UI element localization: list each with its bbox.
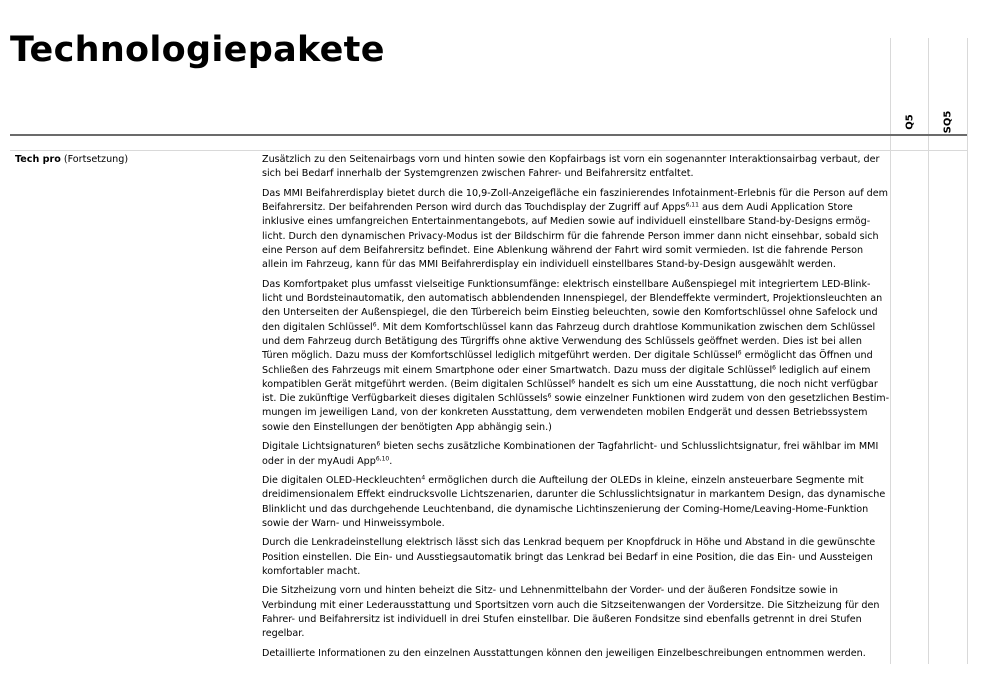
description-paragraph bbox=[262, 584, 882, 641]
page-title: Technologiepakete bbox=[10, 30, 385, 70]
text-line bbox=[262, 421, 882, 435]
text-line bbox=[262, 167, 882, 181]
text-line bbox=[262, 244, 882, 258]
text-line bbox=[262, 392, 890, 406]
header-rule bbox=[10, 134, 967, 136]
text-run: licht. Durch den dynamischen Privacy-Modus ist der Bildschirm für die fahrende Person immer dann nicht einsehbar, sobald sich bbox=[262, 230, 879, 242]
text-run: Verbindung mit einer Lederausstattung und Sportsitzen vorn auch die Sitzseitenwangen der Vordersitze. Die Sitzheizung für den bbox=[262, 599, 880, 611]
text-run: sowie den Einstellungen der benötigten App abhängig sein.) bbox=[262, 421, 552, 433]
text-run: dreidimensionalem Effekt eindrucksvolle Lichtszenarien, darunter die Schlusslichtsignatur in markantem Design, das dynamische bbox=[262, 489, 886, 501]
text-run: lediglich auf einem bbox=[775, 364, 871, 376]
footnote-ref: 6,11 bbox=[685, 201, 699, 209]
row-label bbox=[15, 153, 128, 167]
text-line bbox=[262, 474, 882, 488]
text-run: eine Person auf dem Beifahrersitz befindet. Eine Ablenkung während der Fahrt wird somit vermieden. Ist die fahrende Person bbox=[262, 244, 864, 256]
text-run: ermöglicht das Öffnen und bbox=[741, 350, 873, 362]
column-header-q5 bbox=[903, 108, 917, 136]
text-line bbox=[262, 378, 882, 392]
description-paragraph bbox=[262, 187, 889, 273]
text-run: komfortabler macht. bbox=[262, 565, 361, 577]
text-run: sowie der Warn- und Hinweissymbole. bbox=[262, 517, 445, 529]
text-line bbox=[262, 440, 882, 454]
text-line bbox=[262, 153, 882, 167]
text-run: Detaillierte Informationen zu den einzelnen Ausstattungen können den jeweiligen Einzelbeschreibungen entnommen werden. bbox=[262, 647, 866, 659]
text-line bbox=[262, 215, 882, 229]
text-line bbox=[262, 406, 882, 420]
footnote-ref: 6 bbox=[571, 378, 576, 386]
footnote-ref: 4 bbox=[421, 474, 426, 482]
text-run: Das MMI Beifahrerdisplay bietet durch die 10,9-Zoll-Anzeigefläche ein faszinierendes Infotainment-Erlebnis für die Person auf dem bbox=[262, 187, 889, 199]
text-line bbox=[262, 613, 882, 627]
text-run: den digitalen Schlüssel bbox=[262, 321, 373, 333]
text-run: mungen im jeweiligen Land, von der konkreten Ausstattung, dem verwendeten mobilen Endgerät und dessen Betriebssystem bbox=[262, 407, 868, 419]
text-line bbox=[262, 321, 882, 335]
column-header-sq5-label: SQ5 bbox=[942, 110, 954, 134]
row-label-suffix: (Fortsetzung) bbox=[60, 154, 129, 165]
footnote-ref: 6 bbox=[376, 440, 381, 448]
text-line bbox=[262, 335, 882, 349]
text-run: Beifahrersitz. Der beifahrenden Person wird durch das Touchdisplay der Zugriff auf Apps bbox=[262, 202, 686, 214]
text-run: inklusive eines umfangreichen Entertainmentangebots, auf Medien sowie auf individuell einstellbare Stand-by-Designs ermög- bbox=[262, 216, 871, 228]
column-divider-right bbox=[967, 38, 968, 664]
footnote-ref: 6,10 bbox=[375, 455, 390, 462]
text-line bbox=[262, 258, 882, 272]
text-line bbox=[262, 349, 882, 363]
text-run: Das Komfortpaket plus umfasst vielseitige Funktionsumfänge: elektrisch einstellbare Außenspiegel mit integriertem LED-Blink- bbox=[262, 278, 871, 290]
text-run: Position einstellen. Die Ein- und Ausstiegsautomatik bringt das Lenkrad bei Bedarf in eine Position, die das Ein- und Aussteigen bbox=[262, 551, 873, 563]
text-run: oder in der myAudi App bbox=[262, 455, 376, 467]
text-line bbox=[262, 364, 882, 378]
text-run: sowie einzelner Funktionen wird zudem von den gesetzlichen Bestim- bbox=[551, 393, 890, 405]
text-line bbox=[262, 503, 882, 517]
column-header-q5-label: Q5 bbox=[904, 114, 916, 130]
text-run: Schließen des Fahrzeugs mit einem Smartphone oder einer Smartwatch. Dazu muss der digitale Schlüssel bbox=[262, 364, 773, 376]
text-run: ist. Die zukünftige Verfügbarkeit dieses digitalen Schlüssels bbox=[262, 393, 548, 405]
text-run: . Mit dem Komfortschlüssel kann das Fahrzeug durch drahtlose Kommunikation zwischen dem Schlüssel bbox=[376, 321, 876, 333]
text-run: und dem Fahrzeug durch Betätigung des Türgriffs ohne aktive Verwendung des Schlüssels geöffnet werden. Dies ist bei allen bbox=[262, 335, 862, 347]
text-line bbox=[262, 627, 882, 641]
text-line bbox=[262, 292, 882, 306]
text-run: handelt es sich um eine Ausstattung, die noch nicht verfügbar bbox=[575, 378, 878, 390]
column-divider-q5 bbox=[890, 38, 891, 664]
text-run: allein im Fahrzeug, kann für das MMI Beifahrerdisplay ein individuell einstellbares Stand-by-Design ausgewählt werden. bbox=[262, 259, 836, 271]
footnote-ref: 6 bbox=[772, 364, 776, 372]
footnote-ref: 6 bbox=[372, 321, 377, 329]
text-run: Digitale Lichtsignaturen bbox=[262, 441, 377, 453]
text-line bbox=[262, 647, 882, 661]
text-run: ermöglichen durch die Aufteilung der OLEDs in kleine, einzeln ansteuerbare Segmente mit bbox=[425, 474, 864, 486]
text-line bbox=[262, 230, 882, 244]
text-run: den Unterseiten der Außenspiegel, die den Türbereich beim Einstieg beleuchten, sowie den Komfortschlüssel ohne Safelock und bbox=[262, 307, 878, 319]
text-run: bieten sechs zusätzliche Kombinationen der Tagfahrlicht- und Schlusslichtsignatur, frei wählbar im MMI bbox=[380, 441, 879, 453]
description-paragraph bbox=[262, 474, 886, 531]
footnote-ref: 6 bbox=[547, 392, 552, 400]
text-line bbox=[262, 536, 882, 550]
text-line bbox=[262, 565, 882, 579]
text-run: Die Sitzheizung vorn und hinten beheizt die Sitz- und Lehnenmittelbahn der Vorder- und der äußeren Fondsitze sowie in bbox=[262, 585, 838, 597]
text-line bbox=[262, 306, 882, 320]
row-rule bbox=[10, 150, 967, 151]
text-run: Zusätzlich zu den Seitenairbags vorn und hinten sowie den Kopfairbags ist vorn ein sogenannter Interaktionsairbag verbaut, der bbox=[262, 154, 880, 165]
text-line bbox=[262, 488, 886, 502]
text-run: kompatiblen Gerät mitgeführt werden. (Beim digitalen Schlüssel bbox=[262, 378, 572, 390]
text-line bbox=[262, 551, 882, 565]
description-paragraph bbox=[262, 647, 882, 661]
text-run: Türen möglich. Dazu muss der Komfortschlüssel lediglich mitgeführt werden. Der digitale Schlüssel bbox=[262, 350, 738, 362]
column-header-sq5 bbox=[941, 108, 955, 136]
text-line bbox=[262, 455, 882, 469]
description-paragraph bbox=[262, 440, 882, 469]
text-run: regelbar. bbox=[262, 628, 305, 640]
text-run: . bbox=[389, 455, 393, 467]
description-paragraph bbox=[262, 153, 882, 182]
text-line bbox=[262, 187, 889, 201]
footnote-ref: 6 bbox=[737, 349, 742, 357]
column-divider-sq5 bbox=[928, 38, 929, 664]
text-line bbox=[262, 599, 882, 613]
text-run: licht und Bordsteinautomatik, den automatisch abblendenden Innenspiegel, der Blendeffekte vermindert, Projektionsleuchten an bbox=[262, 293, 883, 305]
description-body bbox=[262, 153, 890, 666]
text-run: sich bei Bedarf innerhalb der Systemgrenzen zwischen Fahrer- und Beifahrersitz entfaltet. bbox=[262, 168, 694, 180]
text-run: aus dem Audi Application Store bbox=[698, 202, 853, 214]
text-run: Fahrer- und Beifahrersitz ist individuell in drei Stufen einstellbar. Die äußeren Fondsitze sind ebenfalls getrennt in drei Stufen bbox=[262, 614, 862, 626]
row-label-bold: Tech pro bbox=[15, 154, 61, 165]
description-paragraph bbox=[262, 536, 882, 579]
text-line bbox=[262, 278, 882, 292]
text-run: Die digitalen OLED-Heckleuchten bbox=[262, 474, 422, 486]
description-paragraph bbox=[262, 278, 890, 435]
text-run: Durch die Lenkradeinstellung elektrisch lässt sich das Lenkrad bequem per Knopfdruck in Höhe und Abstand in die gewünschte bbox=[262, 537, 876, 549]
text-run: Blinklicht und das durchgehende Leuchtenband, die dynamische Lichtinszenierung der Coming-Home/Leaving-Home-Funktion bbox=[262, 503, 869, 515]
text-line bbox=[262, 517, 882, 531]
text-line bbox=[262, 584, 882, 598]
text-line bbox=[262, 201, 882, 215]
